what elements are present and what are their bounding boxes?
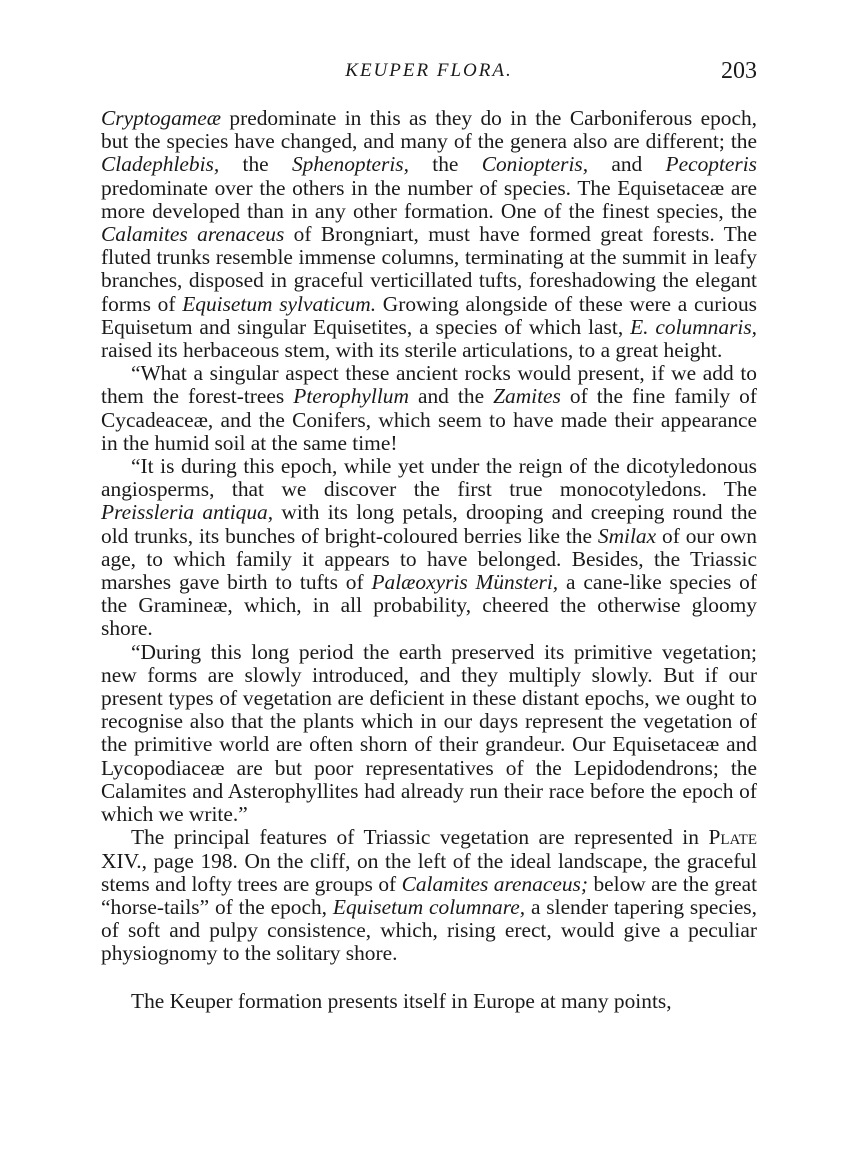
text-run: predominate in this as they do in the Carboniferous epoch, but the species have changed, and many of the genera also are different; the (101, 106, 757, 154)
italic-run: Calamites arenaceus (101, 222, 285, 247)
running-title: KEUPER FLORA. (345, 60, 513, 81)
italic-run: Palæoxyris Münsteri, (371, 570, 559, 595)
text-run: and the (408, 384, 494, 409)
page-header (101, 58, 757, 90)
text-run: below are the great “horse-tails” of the epoch, (101, 871, 758, 919)
paragraph (101, 990, 757, 1013)
italic-run: Cryptogameæ (101, 106, 222, 130)
text-run: Growing alongside of these were a curious Equisetum and singular Equisetites, a species of which last, (101, 291, 757, 339)
paragraph (101, 826, 757, 965)
text-run: and (588, 152, 666, 177)
text-run: “During this long period the earth preserved its primitive vegetation; new forms are slowly introduced, and they multiply slowly. But if our present types of vegetation are deficient in these distant epochs, we ought to recognise also that the plants which in our days represent the vegetation of the primitive world are often shorn of their grandeur. Our Equisetaceæ and Lycopodiaceæ are but poor representatives of the Lepidodendrons; the Calamites and Asterophyllites had already run their race before the epoch of which we write.” (101, 639, 757, 827)
paragraph (101, 455, 757, 641)
text-run: with its long petals, drooping and creeping round the old trunks, its bunches of bright-coloured berries like the (101, 500, 758, 548)
text-run: raised its herbaceous stem, with its sterile articulations, to a great height. (101, 338, 723, 363)
text-run: predominate over the others in the number of species. The Equisetaceæ are more developed than in any other formation. One of the finest species, the (101, 175, 757, 223)
paragraph (101, 641, 757, 827)
italic-run: E. columnaris, (630, 314, 758, 339)
text-run: of the fine family of Cycadeaceæ, and the Conifers, which seem to have made their appearance in the humid soil at the same time! (101, 384, 758, 455)
body-text (101, 107, 757, 1013)
italic-run: Zamites (493, 384, 561, 409)
text-run: of Brongniart, must have formed great forests. The fluted trunks resemble immense columns, terminating at the summit in leafy branches, disposed in graceful verticillated tufts, foreshadowing the elegant forms of (101, 222, 757, 316)
italic-run: Preissleria antiqua, (101, 500, 274, 525)
italic-run: Calamites arenaceus; (401, 871, 589, 896)
italic-run: Smilax (597, 523, 657, 548)
text-run: of our own age, to which family it appears to have belonged. Besides, the Triassic marshes gave birth to tufts of (101, 523, 757, 595)
italic-run: Coniopteris, (481, 152, 589, 177)
text-run: the (408, 152, 482, 177)
italic-run: Sphenopteris, (291, 152, 409, 177)
italic-run: Equisetum sylvaticum. (182, 291, 377, 316)
text-run: a slender tapering species, of soft and pulpy consistence, which, rising erect, would give a peculiar physiognomy to the solitary shore. (101, 894, 757, 966)
paragraph (101, 107, 757, 362)
text-run: The principal features of Triassic vegetation are represented in (131, 825, 709, 850)
text-run: The Keuper formation presents itself in Europe at many points, (131, 988, 672, 1013)
text-run: a cane-like species of the Gramineæ, which, in all probability, cheered the otherwise gloomy shore. (101, 570, 757, 641)
paragraph (101, 362, 757, 455)
text-run: the (219, 152, 292, 177)
small-caps-run: Plate (708, 825, 757, 850)
italic-run: Cladephlebis, (101, 152, 220, 177)
text-run: XIV., page 198. On the cliff, on the left of the ideal landscape, the graceful stems and lofty trees are groups of (101, 848, 757, 896)
italic-run: Pterophyllum (293, 384, 409, 409)
text-run: “It is during this epoch, while yet under the reign of the dicotyledonous angiosperms, that we discover the first true monocotyledons. The (101, 454, 757, 502)
text-run: “What a singular aspect these ancient rocks would present, if we add to them the forest-trees (101, 361, 757, 409)
page-number: 203 (721, 58, 757, 84)
italic-run: Pecopteris (665, 152, 757, 177)
italic-run: Equisetum columnare, (332, 894, 526, 919)
